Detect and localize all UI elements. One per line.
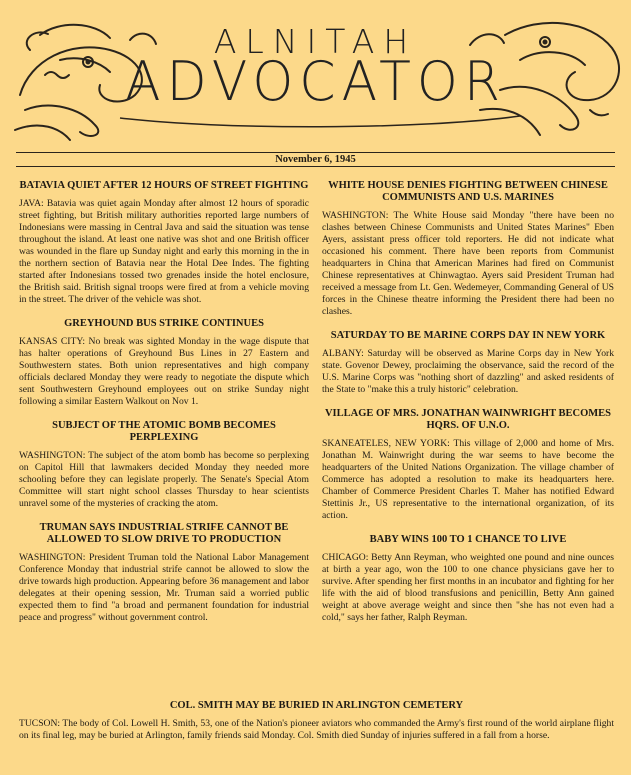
article-batavia	[19, 180, 309, 306]
article-body: WASHINGTON: The subject of the atom bomb has become so perplexing on Capitol Hill that lawmakers decided Monday they needed more schooling before they can legislate properly. The Senate's Special Atom Committee will start night school classes Thursday to hear scientists unravel some of the mysteries of cracking the atom.	[19, 450, 309, 509]
article-headline: BATAVIA QUIET AFTER 12 HOURS OF STREET FIGHTING	[19, 180, 309, 191]
article-body: WASHINGTON: The White House said Monday "there have been no clashes between Chinese Communists and United States Marines" Eben Ayers, assistant press officer told reporters. He did not indicate what occasioned his comment. There have been reports from Communist headquarters in China that American Marines had fired on Communist Chinese representatives at Chinwagtao. Ayers said President Truman had received a message from Lt. Gen. Wedemeyer, Commanding General of US forces in the Chinese theatre informing the President there had been no clashes.	[322, 210, 614, 317]
masthead-title-top: ALNITAH	[213, 22, 418, 61]
article-marine-corps-day	[322, 330, 614, 396]
article-white-house	[322, 180, 614, 318]
article-headline: SATURDAY TO BE MARINE CORPS DAY IN NEW YORK	[330, 330, 606, 341]
article-headline: BABY WINS 100 TO 1 CHANCE TO LIVE	[369, 534, 567, 545]
article-body: SKANEATELES, NEW YORK: This village of 2,000 and home of Mrs. Jonathan M. Wainwright during the war seems to have become the headquarters of the United Nations Organization. The village chamber of Commerce has adopted a resolution to make its headquarters here. Chamber of Commerce President Charles T. Maher has notified Edward Stettinis Jr., US representative to the international organization, of its action.	[322, 438, 614, 521]
left-column	[19, 172, 309, 636]
article-col-smith	[19, 700, 614, 742]
masthead	[0, 0, 631, 150]
article-headline: VILLAGE OF MRS. JONATHAN WAINWRIGHT BECOMES HQRS. OF U.N.O.	[324, 408, 612, 431]
article-body: TUCSON: The body of Col. Lowell H. Smith, 53, one of the Nation's pioneer aviators who commanded the Army's first round of the world airplane flight on its final leg, may be buried at Arlington, family friends said Monday. Col. Smith died Sunday of injuries suffered in a fall from a horse.	[19, 718, 614, 741]
article-body: JAVA: Batavia was quiet again Monday after almost 12 hours of sporadic street fighting, but British military authorities reported large numbers of Indonesians were massing in Central Java and said the situation was tense throughout the island. At least one native was shot and one British officer was wounded in the flare up Sunday night and early this morning in the in the northern section of Batavia near the Hotal Dee Indes. The fighting started after Indonesians tossed two grenades inside the hotel enclosure, the British said. British signal troops were fired at from a vehicle moving in the street. The driver of the vehicle was shot.	[19, 198, 309, 305]
masthead-underline	[120, 116, 520, 127]
article-body: KANSAS CITY: No break was sighted Monday in the wage dispute that has halter operations of Greyhound Bus Lines in 27 Eastern and Southwestern states. Both union representatives and high company officials declared Monday they were ready to negotiate the dispute which sent Southwestern Greyhound employees out on strike Sunday night following a similar Eastern Walkout on Nov 1.	[19, 336, 309, 407]
right-column	[322, 172, 614, 636]
article-headline: TRUMAN SAYS INDUSTRIAL STRIFE CANNOT BE ALLOWED TO SLOW DRIVE TO PRODUCTION	[39, 522, 289, 545]
article-body: CHICAGO: Betty Ann Reyman, who weighted one pound and nine ounces at birth a year ago, won the 100 to one chance physicians gave her to survive. After spending her first months in an incubator and fighting for her life with the aid of blood transfusions and penicillin, Betty Ann gained weight at above average weight and since then "she has not even had a cold," says her father, Ralph Reyman.	[322, 552, 614, 623]
article-headline: GREYHOUND BUS STRIKE CONTINUES	[64, 318, 264, 329]
article-headline: SUBJECT OF THE ATOMIC BOMB BECOMES PERPLEXING	[52, 420, 276, 443]
article-headline: WHITE HOUSE DENIES FIGHTING BETWEEN CHINESE COMMUNISTS AND U.S. MARINES	[328, 180, 608, 203]
article-body: ALBANY: Saturday will be observed as Marine Corps day in New York state. Govenor Dewey, proclaiming the observance, said the record of the U.S. Marine Corps was "nothing short of dazzling" and asked residents of the State to "make this a truly historic" celebration.	[322, 348, 614, 395]
issue-date: November 6, 1945	[16, 152, 615, 167]
article-truman	[19, 522, 309, 624]
masthead-title-main: ADVOCATOR	[125, 50, 506, 114]
article-headline: COL. SMITH MAY BE BURIED IN ARLINGTON CEMETERY	[169, 700, 464, 711]
article-baby	[322, 534, 614, 624]
article-greyhound	[19, 318, 309, 408]
article-wainwright	[322, 408, 614, 522]
article-body: WASHINGTON: President Truman told the National Labor Management Conference Monday that industrial strife cannot be allowed to slow the drive towards high production. Appearing before 36 management and labor delegates at their opening session, Mr. Truman said a worried public expected them to find "a broad and permanent foundation for industrial peace and progress" without government control.	[19, 552, 309, 623]
article-atomic-bomb	[19, 420, 309, 510]
